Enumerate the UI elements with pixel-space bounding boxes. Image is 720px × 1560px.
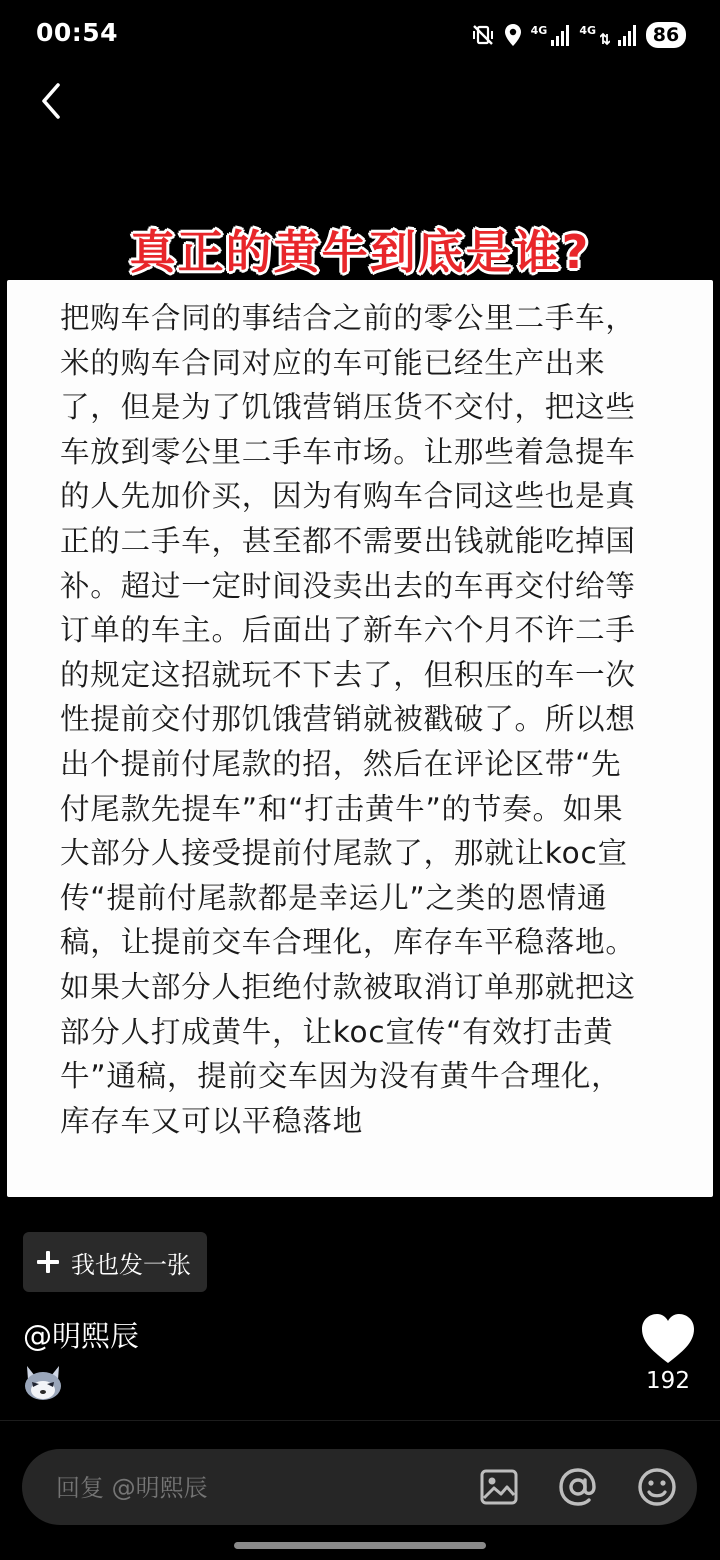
author-name[interactable]: @明熙辰 [23,1319,140,1353]
status-bar [0,0,720,70]
image-icon [479,1468,519,1506]
emoji-button[interactable] [636,1466,678,1508]
location-pin-icon [503,23,523,47]
heart-icon [640,1312,696,1366]
post-button-label: 我也发一张 [71,1250,191,1279]
vibrate-mute-icon [471,23,495,47]
like-count: 192 [646,1368,690,1394]
home-indicator[interactable] [234,1542,486,1549]
reply-bar[interactable] [22,1449,697,1525]
chevron-left-icon [38,81,62,121]
data-arrows-icon [600,24,610,46]
network-type-1: 4G [530,23,548,37]
at-icon [557,1466,599,1508]
battery-indicator: 86 [646,22,686,48]
status-time: 00:54 [36,18,119,47]
like-button[interactable] [640,1312,696,1366]
reply-input[interactable] [54,1449,458,1527]
signal-icon-2 [618,24,638,46]
network-type-2: 4G [579,23,596,37]
post-one-too-button[interactable] [23,1232,207,1292]
plus-icon [37,1251,59,1273]
emoji-icon [636,1466,678,1508]
avatar[interactable] [22,1362,64,1402]
image-picker-button[interactable] [478,1466,520,1508]
status-icons [471,20,686,50]
mention-button[interactable] [557,1466,599,1508]
post-image[interactable] [7,280,713,1197]
signal-icon-1 [551,24,571,46]
divider [0,1420,720,1421]
back-button[interactable] [28,78,72,124]
image-title: 真正的黄牛到底是谁? [129,225,591,279]
image-body-text: 把购车合同的事结合之前的零公里二手车， 米的购车合同对应的车可能已经生产出来 了，但是为了饥饿营销压货不交付，把这些 车放到零公里二手车市场。让那些着急提车 的人先加价买，因为有购车合同这些也是真 正的二手车，甚至都不需要出钱就能吃掉国 补。超过一定时间没卖出去的车再交付给等 订单的车主。后面出了新车六个月不许二手 的规定这招就玩不下去了，但积压的车一次 性提前交付那饥饿营销就被戳破了。所以想 出个提前付尾款的招，然后在评论区带“先 付尾款先提车”和“打击黄牛”的节奏。如果 大部分人接受提前付尾款了，那就让koc宣 传“提前付尾款都是幸运儿”之类的恩情通 稿，让提前交车合理化，库存车平稳落地。 如果大部分人拒绝付款被取消订单那就把这 部分人打成黄牛，让koc宣传“有效打击黄 牛”通稿，提前交车因为没有黄牛合理化， 库存车又可以平稳落地 [60,301,636,1138]
